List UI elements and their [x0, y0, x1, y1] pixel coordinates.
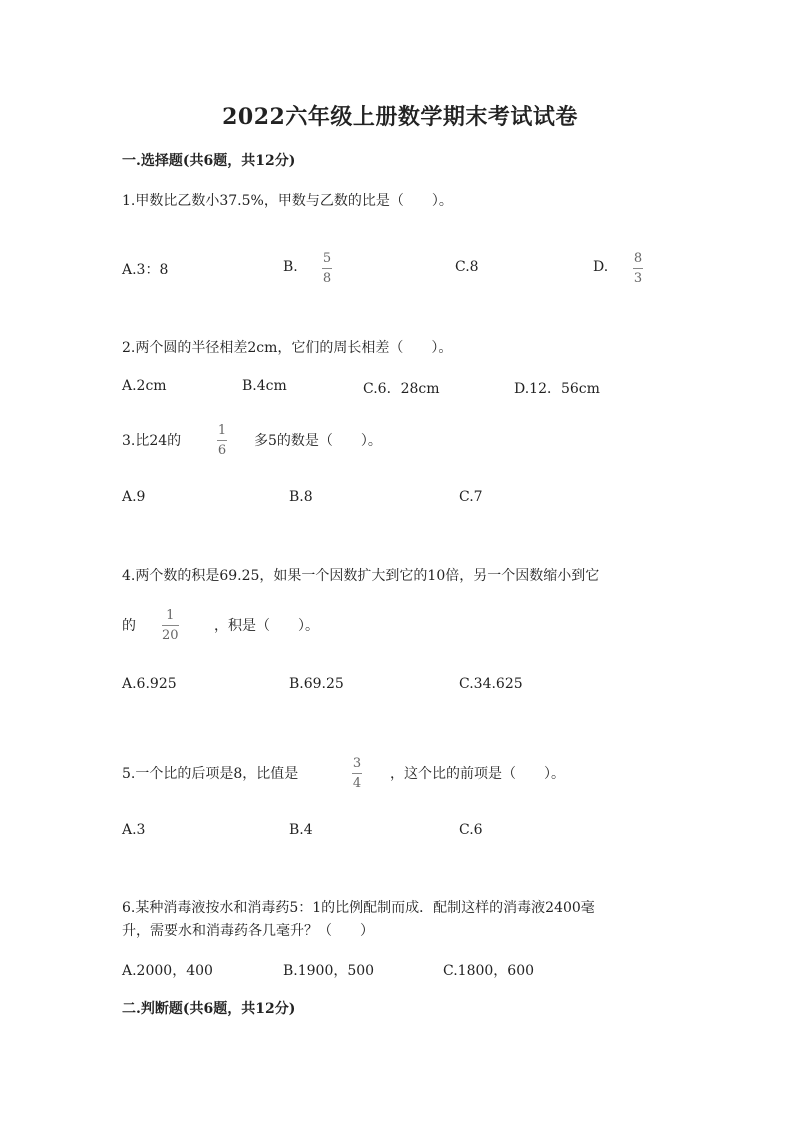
question-6-stem-line2: 升，需要水和消毒药各几毫升？（ ） — [122, 923, 374, 939]
fraction-denominator: 6 — [217, 443, 227, 458]
q6-option-c: C.1800，600 — [443, 963, 535, 979]
question-5-stem-pre: 5.一个比的后项是8，比值是 — [122, 766, 299, 782]
question-2-stem: 2.两个圆的半径相差2cm，它们的周长相差（ ）。 — [122, 340, 453, 356]
q5-option-b: B.4 — [289, 822, 313, 838]
q1-option-b-fraction — [322, 252, 332, 285]
q2-option-d: D.12．56cm — [514, 381, 600, 397]
question-3-fraction — [217, 424, 227, 457]
q4-option-b: B.69.25 — [289, 676, 344, 692]
question-6-stem-line1: 6.某种消毒液按水和消毒药5：1的比例配制而成．配制这样的消毒液2400毫 — [122, 900, 595, 916]
question-4-stem-pre: 的 — [122, 618, 136, 634]
question-3-stem-post: 多5的数是（ ）。 — [254, 433, 382, 449]
fraction-denominator: 8 — [322, 271, 332, 286]
q4-option-a: A.6.925 — [122, 676, 177, 692]
section-heading-choice: 一.选择题(共6题，共12分) — [122, 153, 296, 169]
fraction-denominator: 20 — [162, 628, 179, 643]
q1-option-d-fraction — [633, 252, 643, 285]
fraction-denominator: 3 — [633, 271, 643, 286]
q4-option-c: C.34.625 — [459, 676, 523, 692]
fraction-bar — [633, 268, 643, 269]
q3-option-c: C.7 — [459, 489, 483, 505]
fraction-bar — [352, 773, 362, 774]
q2-option-b: B.4cm — [242, 378, 287, 394]
q1-option-b-label: B. — [283, 259, 298, 275]
question-5-stem-post: ，这个比的前项是（ ）。 — [390, 766, 565, 782]
q2-option-a: A.2cm — [122, 378, 167, 394]
q6-option-a: A.2000，400 — [122, 963, 213, 979]
page-title: 2022六年级上册数学期末考试试卷 — [222, 104, 578, 130]
question-5-fraction — [352, 757, 362, 790]
fraction-numerator: 3 — [352, 756, 362, 771]
question-1-stem: 1.甲数比乙数小37.5%，甲数与乙数的比是（ ）。 — [122, 193, 453, 209]
q3-option-b: B.8 — [289, 489, 313, 505]
q6-option-b: B.1900，500 — [283, 963, 375, 979]
q3-option-a: A.9 — [122, 489, 146, 505]
question-4-stem-post: ，积是（ ）。 — [214, 618, 319, 634]
fraction-bar — [217, 440, 227, 441]
question-3-stem-pre: 3.比24的 — [122, 433, 182, 449]
q1-option-c: C.8 — [455, 259, 479, 275]
question-4-fraction — [162, 609, 179, 642]
fraction-numerator: 1 — [217, 423, 227, 438]
fraction-numerator: 5 — [322, 251, 332, 266]
fraction-bar — [162, 625, 179, 626]
q1-option-a: A.3：8 — [122, 262, 169, 278]
q5-option-a: A.3 — [122, 822, 146, 838]
fraction-numerator: 1 — [166, 608, 175, 623]
fraction-denominator: 4 — [352, 776, 362, 791]
q5-option-c: C.6 — [459, 822, 483, 838]
question-4-stem: 4.两个数的积是69.25，如果一个因数扩大到它的10倍，另一个因数缩小到它 — [122, 568, 600, 584]
fraction-numerator: 8 — [633, 251, 643, 266]
section-heading-judgement: 二.判断题(共6题，共12分) — [122, 1001, 296, 1017]
q2-option-c: C.6．28cm — [363, 381, 440, 397]
fraction-bar — [322, 268, 332, 269]
q1-option-d-label: D. — [593, 259, 609, 275]
